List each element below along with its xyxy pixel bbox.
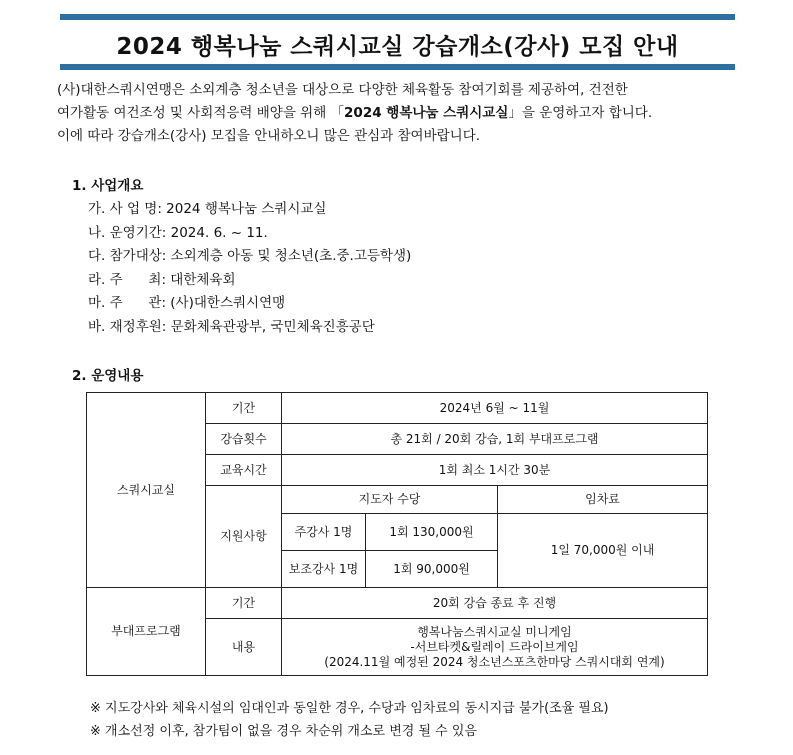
- intro-line: (사)대한스쿼시연맹은 소외계층 청소년을 대상으로 다양한 체육활동 참여기회를 제공하여, 건전한: [57, 82, 628, 98]
- overview-list: [88, 198, 411, 340]
- instructor-role: 주강사 1명: [282, 514, 366, 551]
- section-heading-operation: 2. 운영내용: [72, 368, 144, 384]
- row-label: 기간: [206, 588, 282, 619]
- period-value: 2024년 6월 ~ 11월: [282, 393, 708, 424]
- column-header: 임차료: [498, 486, 708, 514]
- edu-time-value: 1회 최소 1시간 30분: [282, 455, 708, 486]
- title-bottom-rule: [60, 64, 735, 70]
- overview-item: 마. 주 관: (사)대한스쿼시연맹: [88, 295, 286, 312]
- title-top-rule: [60, 14, 735, 20]
- category-cell: 부대프로그램: [87, 588, 206, 676]
- overview-item: 라. 주 최: 대한체육회: [88, 271, 236, 288]
- sessions-value: 총 21회 / 20회 강습, 1회 부대프로그램: [282, 424, 708, 455]
- note-item: ※ 지도강사와 체육시설의 임대인과 동일한 경우, 수당과 임차료의 동시지급 불가(조율 필요): [90, 701, 609, 716]
- row-label: 강습횟수: [206, 424, 282, 455]
- section-heading-overview: 1. 사업개요: [72, 178, 144, 194]
- notes: [90, 697, 609, 743]
- note-item: ※ 개소선정 이후, 참가팀이 없을 경우 차순위 개소로 변경 될 수 있음: [90, 724, 477, 739]
- overview-item: 다. 참가대상: 소외계층 아동 및 청소년(초.중.고등학생): [88, 248, 412, 265]
- sub-content-line: -서브타켓&릴레이 드라이브게임: [410, 639, 579, 654]
- overview-item: 나. 운영기간: 2024. 6. ~ 11.: [88, 224, 268, 241]
- program-name: 2024 행복나눔 스쿼시교실: [344, 105, 509, 121]
- row-label: 기간: [206, 393, 282, 424]
- overview-item: 바. 재정후원: 문화체육관광부, 국민체육진흥공단: [88, 318, 375, 335]
- row-label: 교육시간: [206, 455, 282, 486]
- intro-text: 」을 운영하고자 합니다.: [508, 105, 653, 121]
- operation-table: [86, 392, 708, 676]
- sub-content-line: 행복나눔스쿼시교실 미니게임: [417, 624, 572, 639]
- intro-text: 여가활동 여건조성 및 사회적응력 배양을 위해 「: [57, 105, 345, 121]
- page-title: 2024 행복나눔 스쿼시교실 강습개소(강사) 모집 안내: [116, 34, 679, 60]
- category-cell: 스쿼시교실: [87, 393, 206, 588]
- intro-paragraph: [57, 79, 737, 148]
- instructor-fee: 1회 90,000원: [366, 551, 498, 588]
- sub-content-value: [282, 619, 708, 676]
- overview-item: 가. 사 업 명: 2024 행복나눔 스쿼시교실: [88, 201, 327, 217]
- instructor-role: 보조강사 1명: [282, 551, 366, 588]
- sub-content-line: (2024.11월 예정된 2024 청소년스포츠한마당 스쿼시대회 연계): [324, 654, 665, 669]
- intro-line: 이에 따라 강습개소(강사) 모집을 안내하오니 많은 관심과 참여바랍니다.: [57, 128, 481, 144]
- intro-line: [57, 102, 737, 125]
- sub-period-value: 20회 강습 종료 후 진행: [282, 588, 708, 619]
- rent-value: 1일 70,000원 이내: [498, 514, 708, 588]
- column-header: 지도자 수당: [282, 486, 498, 514]
- row-label: 지원사항: [206, 486, 282, 588]
- row-label: 내용: [206, 619, 282, 676]
- instructor-fee: 1회 130,000원: [366, 514, 498, 551]
